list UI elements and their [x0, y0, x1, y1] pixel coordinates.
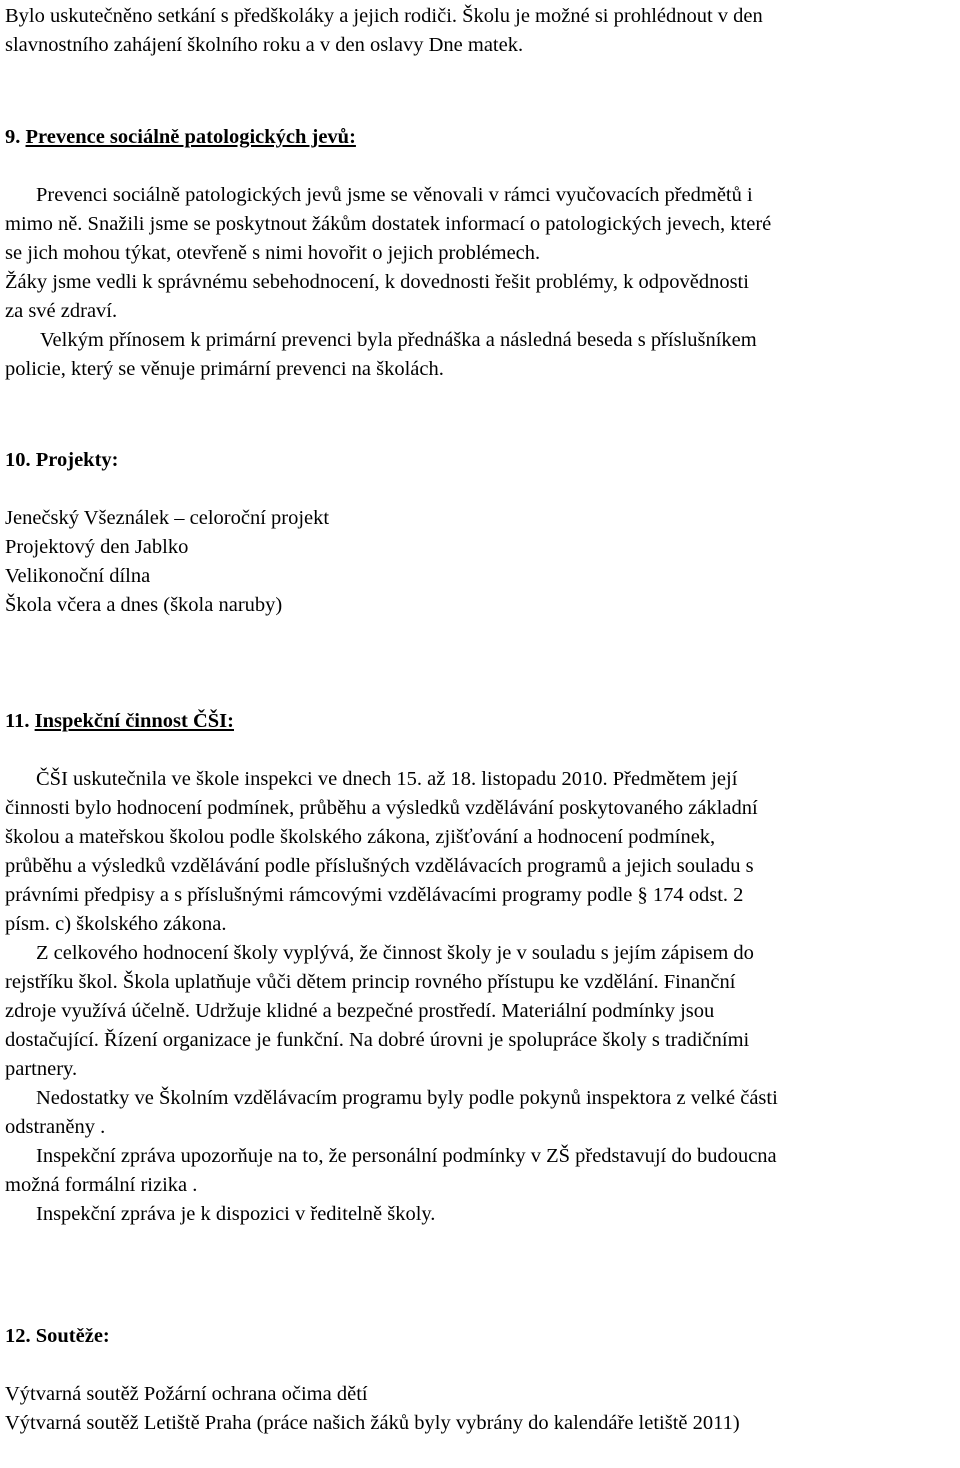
project-item: Jenečský Všeználek – celoroční projekt	[5, 507, 330, 529]
section-11-title: Inspekční činnost ČŠI:	[34, 710, 234, 732]
paragraph-line: zdroje využívá účelně. Udržuje klidné a bezpečné prostředí. Materiální podmínky jsou	[5, 1000, 715, 1022]
paragraph-line: Inspekční zpráva je k dispozici v ředitelně školy.	[36, 1203, 436, 1225]
paragraph-line: dostačující. Řízení organizace je funkční. Na dobré úrovni je spolupráce školy s tradičními	[5, 1029, 750, 1051]
paragraph-line: písm. c) školského zákona.	[5, 913, 227, 935]
section-11-heading	[5, 707, 960, 736]
section-9-heading	[5, 123, 960, 152]
competition-item: Výtvarná soutěž Požární ochrana očima dětí	[5, 1383, 368, 1405]
section-12-number: 12.	[5, 1325, 31, 1347]
intro-line: slavnostního zahájení školního roku a v den oslavy Dne matek.	[5, 34, 524, 56]
paragraph-line: rejstříku škol. Škola uplatňuje vůči dětem princip rovného přístupu ke vzdělání. Finanční	[5, 971, 736, 993]
paragraph-line: Prevenci sociálně patologických jevů jsme se věnovali v rámci vyučovacích předmětů i	[36, 184, 753, 206]
paragraph-line: partnery.	[5, 1058, 78, 1080]
paragraph-line: školou a mateřskou školou podle školského zákona, zjišťování a hodnocení podmínek,	[5, 826, 716, 848]
paragraph-line: Žáky jsme vedli k správnému sebehodnocení, k dovednosti řešit problémy, k odpovědnosti	[5, 271, 749, 293]
section-10-number: 10.	[5, 449, 31, 471]
paragraph-line: ČŠI uskutečnila ve škole inspekci ve dnech 15. až 18. listopadu 2010. Předmětem její	[36, 768, 738, 790]
intro-line: Bylo uskutečněno setkání s předškoláky a jejich rodiči. Školu je možné si prohlédnout v den	[5, 5, 763, 27]
paragraph-line: možná formální rizika .	[5, 1174, 198, 1196]
competition-item: Výtvarná soutěž Letiště Praha (práce našich žáků byly vybrány do kalendáře letiště 2011)	[5, 1412, 740, 1434]
section-10-title: Projekty:	[35, 449, 119, 471]
section-11-number: 11.	[5, 710, 30, 732]
project-item: Velikonoční dílna	[5, 565, 151, 587]
paragraph-line: policie, který se věnuje primární prevenci na školách.	[5, 358, 444, 380]
paragraph-line: odstraněny .	[5, 1116, 106, 1138]
paragraph-line: Inspekční zpráva upozorňuje na to, že personální podmínky v ZŠ představují do budoucna	[36, 1145, 777, 1167]
paragraph-line: Nedostatky ve Školním vzdělávacím programu byly podle pokynů inspektora z velké části	[36, 1087, 778, 1109]
section-9-number: 9.	[5, 126, 21, 148]
paragraph-line: za své zdraví.	[5, 300, 118, 322]
paragraph-line: průběhu a výsledků vzdělávání podle příslušných vzdělávacích programů a jejich souladu s	[5, 855, 754, 877]
paragraph-line: Z celkového hodnocení školy vyplývá, že činnost školy je v souladu s jejím zápisem do	[36, 942, 754, 964]
section-12-heading	[5, 1322, 960, 1351]
section-12-title: Soutěže:	[35, 1325, 110, 1347]
section-10-heading	[5, 446, 960, 475]
section-9-title: Prevence sociálně patologických jevů:	[25, 126, 356, 148]
paragraph-line: Velkým přínosem k primární prevenci byla přednáška a následná beseda s příslušníkem	[40, 329, 757, 351]
paragraph-line: mimo ně. Snažili jsme se poskytnout žákům dostatek informací o patologických jevech, které	[5, 213, 772, 235]
paragraph-line: se jich mohou týkat, otevřeně s nimi hovořit o jejich problémech.	[5, 242, 541, 264]
paragraph-line: právními předpisy a s příslušnými rámcovými vzdělávacími programy podle § 174 odst. 2	[5, 884, 744, 906]
paragraph-line: činnosti bylo hodnocení podmínek, průběhu a výsledků vzdělávání poskytovaného základní	[5, 797, 758, 819]
project-item: Škola včera a dnes (škola naruby)	[5, 594, 283, 616]
project-item: Projektový den Jablko	[5, 536, 189, 558]
